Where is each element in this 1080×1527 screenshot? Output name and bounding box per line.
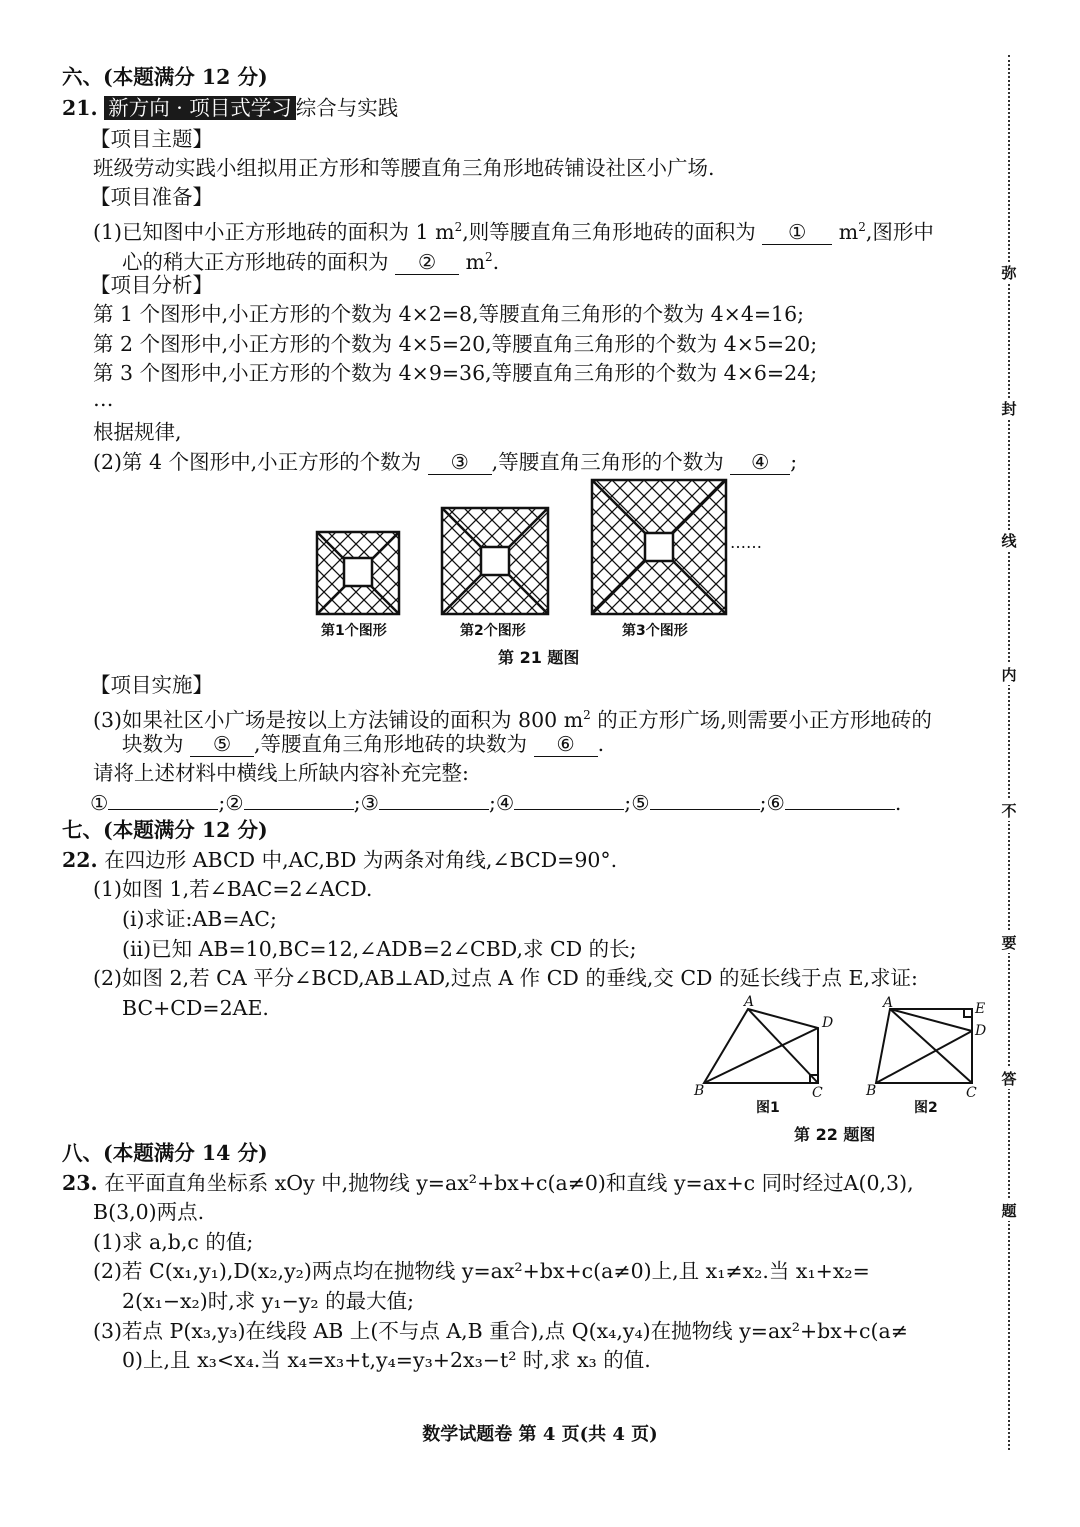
- q23-line2: B(3,0)两点.: [93, 1200, 205, 1224]
- binding-char-5: 不: [999, 800, 1019, 821]
- q21-p3-line2-end: .: [597, 732, 605, 756]
- answer-blank-2[interactable]: [244, 809, 354, 810]
- pattern-figure-2: [442, 508, 548, 614]
- binding-char-6: 要: [999, 932, 1019, 953]
- fig-label-1: 第1个图形: [321, 623, 387, 639]
- fig2-point-c: C: [966, 1085, 977, 1101]
- q21-theme-head: 【项目主题】: [90, 127, 213, 151]
- section-8-header: 八、(本题满分 14 分): [62, 1141, 268, 1165]
- q21-impl-head: 【项目实施】: [90, 673, 213, 697]
- binding-char-8: 题: [999, 1200, 1019, 1221]
- q21-p3-text-a: (3)如果社区小广场是按以上方法铺设的面积为 800 m: [93, 707, 584, 732]
- q22-stem-line: [62, 845, 617, 875]
- q22-part1-i: (i)求证:AB=AC;: [122, 907, 277, 931]
- q21-number: 21.: [62, 96, 98, 120]
- q21-p1-text-b: ,则等腰直角三角形地砖的面积为: [462, 219, 756, 244]
- answer-label-3: ;③: [353, 791, 379, 815]
- q21-fig-title: 第 21 题图: [498, 648, 580, 667]
- pattern-figure-1: [317, 532, 399, 614]
- fig1-point-c: C: [812, 1085, 823, 1101]
- q23-stem-1: 在平面直角坐标系 xOy 中,抛物线 y=ax²+bx+c(a≠0)和直线 y=ax+c 同时经过A(0,3),: [104, 1171, 914, 1195]
- answer-blank-6[interactable]: [785, 809, 895, 810]
- q21-tag: 新方向 · 项目式学习: [104, 96, 296, 120]
- pattern-figure-3: [592, 480, 726, 614]
- q21-fill-prompt: 请将上述材料中横线上所缺内容补充完整:: [93, 761, 469, 785]
- q21-p1-line2-sup: 2: [485, 250, 493, 264]
- answer-blank-4[interactable]: [514, 809, 624, 810]
- q22-part2: (2)如图 2,若 CA 平分∠BCD,AB⊥AD,过点 A 作 CD 的垂线,交 CD 的延长线于点 E,求证:: [93, 966, 918, 990]
- q21-p1-text-a: (1)已知图中小正方形地砖的面积为 1 m: [93, 219, 455, 244]
- binding-char-7: 答: [999, 1068, 1019, 1089]
- fig2-point-d: D: [975, 1023, 987, 1039]
- fig22-label-2: 图2: [914, 1100, 938, 1116]
- q21-fig-dots: ……: [730, 533, 762, 552]
- blank-1: ①: [762, 220, 832, 245]
- q22-figure: [690, 995, 1000, 1120]
- answer-label-4: ;④: [488, 791, 515, 815]
- blank-3: ③: [428, 450, 492, 475]
- fig1-point-a: A: [744, 995, 755, 1010]
- q21-p3-line2-text-a: 块数为: [122, 732, 184, 756]
- q21-p3-line2-text-b: ,等腰直角三角形地砖的块数为: [254, 732, 528, 756]
- fig1-point-d: D: [822, 1015, 834, 1031]
- answer-blank-1[interactable]: [108, 809, 218, 810]
- q21-part3-line2: [122, 729, 604, 759]
- answer-end: .: [894, 791, 902, 815]
- q21-ellipsis: …: [93, 387, 114, 411]
- answer-label-2: ;②: [218, 791, 244, 815]
- q21-p2-end: ;: [790, 450, 798, 474]
- section-7-header: 七、(本题满分 12 分): [62, 818, 268, 842]
- q22-figure-1: [704, 1009, 818, 1083]
- q21-title: 综合与实践: [295, 96, 399, 120]
- binding-char-3: 线: [999, 530, 1019, 551]
- q21-p1-sup: 2: [454, 220, 463, 234]
- answer-line: [90, 788, 901, 818]
- q22-part2-b: BC+CD=2AE.: [122, 996, 269, 1020]
- q21-title-line: [62, 93, 398, 123]
- q21-figure: [300, 472, 780, 640]
- answer-label-6: ;⑥: [759, 791, 785, 815]
- q21-prep-head: 【项目准备】: [90, 185, 213, 209]
- q23-part3a: (3)若点 P(x₃,y₃)在线段 AB 上(不与点 A,B 重合),点 Q(x₄,y₄)在抛物线 y=ax²+bx+c(a≠: [93, 1319, 908, 1343]
- binding-char-4: 内: [999, 664, 1019, 685]
- q23-line1: [62, 1168, 914, 1198]
- q23-part3b: 0)上,且 x₃<x₄.当 x₄=x₃+t,y₄=y₃+2x₃−t² 时,求 x₃ 的值.: [122, 1348, 651, 1372]
- q21-p1-text-d: ,图形中: [865, 219, 934, 244]
- q21-rule: 根据规律,: [93, 420, 182, 444]
- section-6-header: 六、(本题满分 12 分): [62, 65, 268, 89]
- fig2-point-b: B: [866, 1083, 877, 1099]
- q23-part2a: (2)若 C(x₁,y₁),D(x₂,y₂)两点均在抛物线 y=ax²+bx+c(a≠0)上,且 x₁≠x₂.当 x₁+x₂=: [93, 1259, 870, 1283]
- q22-figure-2: [876, 1009, 972, 1083]
- q22-part1: (1)如图 1,若∠BAC=2∠ACD.: [93, 877, 373, 901]
- q21-p3-text-b: 的正方形广场,则需要小正方形地砖的: [590, 707, 932, 732]
- fig2-point-a: A: [883, 995, 894, 1011]
- q21-analysis-3: 第 3 个图形中,小正方形的个数为 4×9=36,等腰直角三角形的个数为 4×6=24;: [93, 361, 818, 385]
- page-footer: 数学试题卷 第 4 页(共 4 页): [422, 1424, 658, 1445]
- fig-label-2: 第2个图形: [460, 623, 526, 639]
- q21-p2-text-a: (2)第 4 个图形中,小正方形的个数为: [93, 450, 422, 474]
- binding-char-2: 封: [999, 398, 1019, 419]
- q22-part1-ii: (ii)已知 AB=10,BC=12,∠ADB=2∠CBD,求 CD 的长;: [122, 937, 637, 961]
- q21-p1-line2-unit: m: [465, 249, 486, 274]
- q23-part2b: 2(x₁−x₂)时,求 y₁−y₂ 的最大值;: [122, 1289, 415, 1313]
- blank-6: ⑥: [534, 732, 598, 757]
- q21-analysis-head: 【项目分析】: [90, 273, 213, 297]
- q22-stem: 在四边形 ABCD 中,AC,BD 为两条对角线,∠BCD=90°.: [104, 848, 618, 872]
- fig-label-3: 第3个图形: [622, 623, 688, 639]
- answer-blank-3[interactable]: [379, 809, 489, 810]
- q21-p2-text-b: ,等腰直角三角形的个数为: [491, 450, 724, 474]
- answer-label-5: ;⑤: [624, 791, 650, 815]
- q22-fig-title: 第 22 题图: [794, 1125, 876, 1144]
- q21-p1-unit-sup: 2: [858, 220, 866, 234]
- answer-blank-5[interactable]: [650, 809, 760, 810]
- binding-char-1: 弥: [999, 262, 1019, 283]
- fig2-point-e: E: [975, 1001, 986, 1017]
- q21-analysis-2: 第 2 个图形中,小正方形的个数为 4×5=20,等腰直角三角形的个数为 4×5=20;: [93, 332, 818, 356]
- blank-2: ②: [395, 250, 459, 275]
- q23-number: 23.: [62, 1171, 98, 1195]
- q22-number: 22.: [62, 848, 98, 872]
- q21-p1-line2-text: 心的稍大正方形地砖的面积为: [122, 249, 389, 274]
- q21-p1-unit: m: [838, 219, 859, 244]
- blank-5: ⑤: [190, 732, 254, 757]
- fig22-label-1: 图1: [756, 1100, 780, 1116]
- q21-analysis-1: 第 1 个图形中,小正方形的个数为 4×2=8,等腰直角三角形的个数为 4×4=16;: [93, 302, 805, 326]
- fig1-point-b: B: [694, 1083, 705, 1099]
- q21-theme-text: 班级劳动实践小组拟用正方形和等腰直角三角形地砖铺设社区小广场.: [93, 156, 715, 180]
- answer-label-1: ①: [90, 791, 109, 815]
- q21-p3-sup: 2: [583, 708, 591, 722]
- q21-p1-line2-end: .: [492, 249, 500, 274]
- q23-part1: (1)求 a,b,c 的值;: [93, 1230, 254, 1254]
- blank-4: ④: [730, 450, 790, 475]
